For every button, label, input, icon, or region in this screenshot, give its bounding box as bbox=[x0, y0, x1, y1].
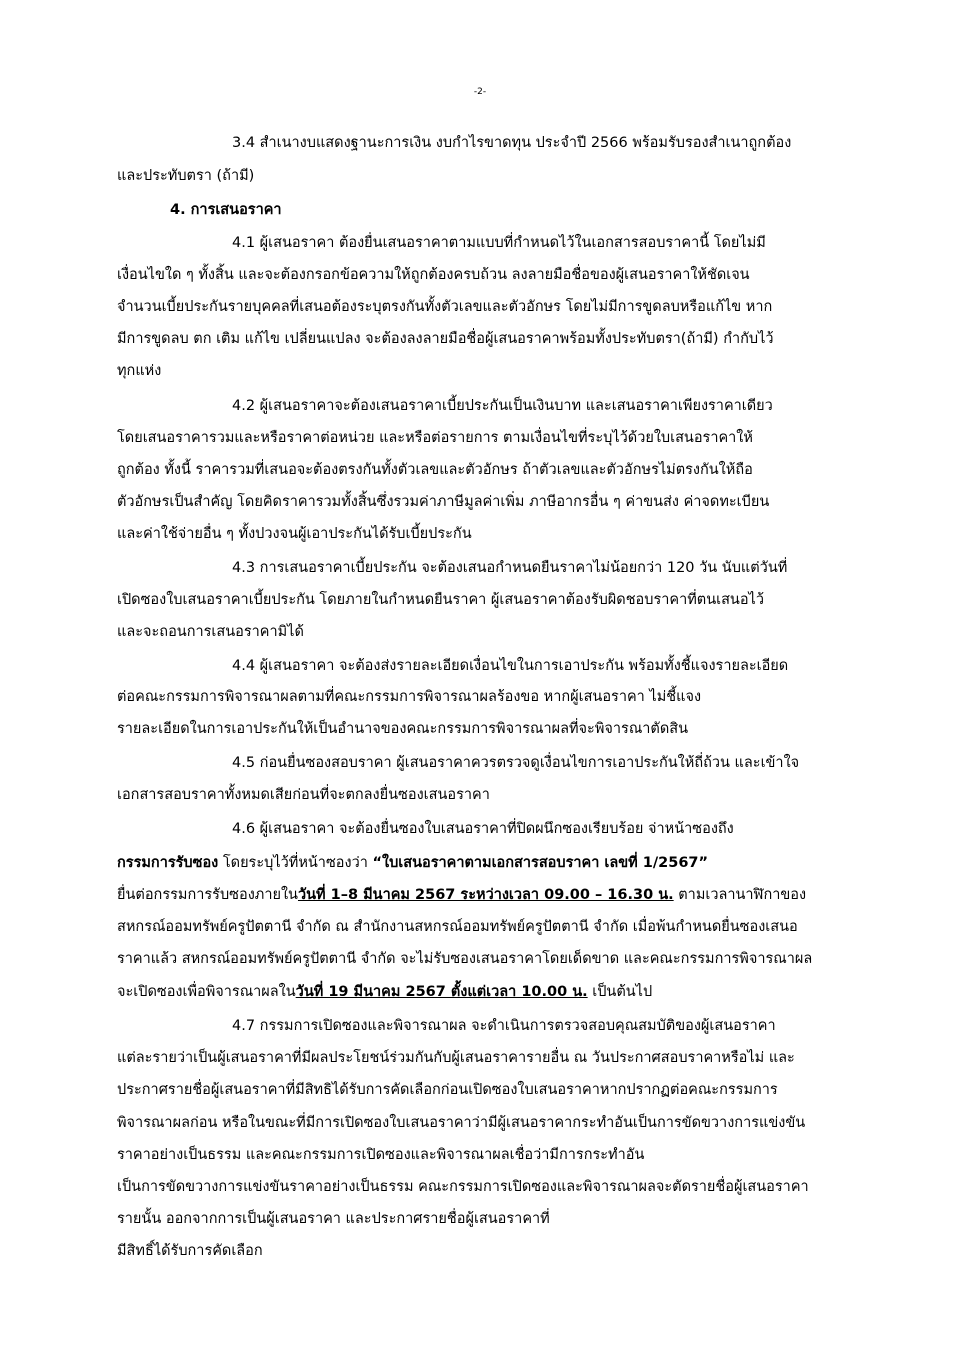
clause-4-7-line: มีสิทธิ์ได้รับการคัดเลือก bbox=[117, 1243, 263, 1259]
clause-4-1-line: ทุกแห่ง bbox=[117, 363, 162, 379]
clause-4-2-line: และค่าใช้จ่ายอื่น ๆ ทั้งปวงจนผู้เอาประกันได้รับเบี้ยประกัน bbox=[117, 526, 472, 542]
submission-date: วันที่ 1–8 มีนาคม 2567 ระหว่างเวลา 09.00 – 16.30 น. bbox=[297, 887, 674, 903]
clause-4-5-line: 4.5 ก่อนยื่นซองสอบราคา ผู้เสนอราคาควรตรวจดูเงื่อนไขการเอาประกันให้ถี่ถ้วน และเข้าใจ bbox=[232, 755, 800, 771]
clause-4-1-line: 4.1 ผู้เสนอราคา ต้องยื่นเสนอราคาตามแบบที่กำหนดไว้ในเอกสารสอบราคานี้ โดยไม่มี bbox=[232, 235, 766, 251]
clause-4-2-line: โดยเสนอราคารวมและหรือราคาต่อหน่วย และหรือต่อรายการ ตามเงื่อนไขที่ระบุไว้ด้วยใบเสนอราคาให้ bbox=[117, 430, 753, 446]
clause-4-7-line: 4.7 กรรมการเปิดซองและพิจารณาผล จะดำเนินการตรวจสอบคุณสมบัติของผู้เสนอราคา bbox=[232, 1018, 776, 1034]
clause-4-7-line: เป็นการขัดขวางการแข่งขันราคาอย่างเป็นธรรม คณะกรรมการเปิดซองและพิจารณาผลจะตัดรายชื่อผู้เสนอราคา bbox=[117, 1179, 809, 1195]
envelope-title: “ใบเสนอราคาตามเอกสารสอบราคา เลขที่ 1/2567” bbox=[372, 855, 709, 871]
clause-4-4-line: รายละเอียดในการเอาประกันให้เป็นอำนาจของคณะกรรมการพิจารณาผลที่จะพิจารณาตัดสิน bbox=[117, 721, 689, 737]
envelope-instruction: โดยระบุไว้ที่หน้าซองว่า bbox=[218, 855, 373, 871]
clause-4-6-line-5: ราคาแล้ว สหกรณ์ออมทรัพย์ครูปัตตานี จำกัด จะไม่รับซองเสนอราคาโดยเด็ดขาด และคณะกรรมการพิจารณาผล bbox=[117, 951, 813, 967]
clause-4-1-line: เงื่อนไขใด ๆ ทั้งสิ้น และจะต้องกรอกข้อความให้ถูกต้องครบถ้วน ลงลายมือชื่อของผู้เสนอราคาให้ชัดเจน bbox=[117, 267, 750, 283]
clause-4-2-line: ตัวอักษรเป็นสำคัญ โดยคิดราคารวมทั้งสิ้นซึ่งรวมค่าภาษีมูลค่าเพิ่ม ภาษีอากรอื่น ๆ ค่าขนส่ง ค่าจดทะเบียน bbox=[117, 494, 770, 510]
clause-4-3-line: และจะถอนการเสนอราคามิได้ bbox=[117, 624, 304, 640]
clause-4-6-line-1: 4.6 ผู้เสนอราคา จะต้องยื่นซองใบเสนอราคาที่ปิดผนึกซองเรียบร้อย จ่าหน้าซองถึง bbox=[232, 821, 734, 837]
clause-3-4-line-2: และประทับตรา (ถ้ามี) bbox=[117, 168, 255, 184]
clause-4-7-line: รายนั้น ออกจากการเป็นผู้เสนอราคา และประกาศรายชื่อผู้เสนอราคาที่ bbox=[117, 1211, 550, 1227]
submission-lead: ยื่นต่อกรรมการรับซองภายใน bbox=[117, 887, 298, 903]
clause-4-6-line-3 bbox=[117, 888, 806, 903]
clause-4-7-line: แต่ละรายว่าเป็นผู้เสนอราคาที่มีผลประโยชน์ร่วมกันกับผู้เสนอราคารายอื่น ณ วันประกาศสอบราคาหรือไม่ และ bbox=[117, 1050, 795, 1066]
clause-4-1-line: จำนวนเบี้ยประกันรายบุคคลที่เสนอต้องระบุตรงกันทั้งตัวเลขและตัวอักษร โดยไม่มีการขูดลบหรือแก้ไข หาก bbox=[117, 299, 773, 315]
clause-4-4-line: ต่อคณะกรรมการพิจารณาผลตามที่คณะกรรมการพิจารณาผลร้องขอ หากผู้เสนอราคา ไม่ชี้แจง bbox=[117, 689, 702, 705]
clause-4-6-line-2 bbox=[117, 856, 708, 871]
clause-4-2-line: ถูกต้อง ทั้งนี้ ราคารวมที่เสนอจะต้องตรงกันทั้งตัวเลขและตัวอักษร ถ้าตัวเลขและตัวอักษรไม่ตรงกันให้ถือ bbox=[117, 462, 753, 478]
clause-4-6-line-4: สหกรณ์ออมทรัพย์ครูปัตตานี จำกัด ณ สำนักงานสหกรณ์ออมทรัพย์ครูปัตตานี จำกัด เมื่อพ้นกำหนดยื่นซองเสนอ bbox=[117, 919, 798, 935]
clause-3-4-line-1: 3.4 สำเนางบแสดงฐานะการเงิน งบกำไรขาดทุน ประจำปี 2566 พร้อมรับรองสำเนาถูกต้อง bbox=[232, 135, 792, 151]
clause-4-5-line: เอกสารสอบราคาทั้งหมดเสียก่อนที่จะตกลงยื่นซองเสนอราคา bbox=[117, 787, 490, 803]
clause-4-7-line: ประกาศรายชื่อผู้เสนอราคาที่มีสิทธิได้รับการคัดเลือกก่อนเปิดซองใบเสนอราคาหากปรากฏต่อคณะกรรมการ bbox=[117, 1082, 778, 1098]
clause-4-6-line-6 bbox=[117, 985, 652, 1000]
submission-tail: ตามเวลานาฬิกาของ bbox=[673, 887, 807, 903]
opening-tail: เป็นต้นไป bbox=[587, 984, 653, 1000]
page-number: -2- bbox=[473, 87, 487, 97]
clause-4-1-line: มีการขูดลบ ตก เติม แก้ไข เปลี่ยนแปลง จะต้องลงลายมือชื่อผู้เสนอราคาพร้อมทั้งประทับตรา(ถ้ามี) กำกับไว้ bbox=[117, 331, 774, 347]
opening-lead: จะเปิดซองเพื่อพิจารณาผลใน bbox=[117, 984, 296, 1000]
committee-label: กรรมการรับซอง bbox=[117, 855, 219, 871]
clause-4-3-line: 4.3 การเสนอราคาเบี้ยประกัน จะต้องเสนอกำหนดยืนราคาไม่น้อยกว่า 120 วัน นับแต่วันที่ bbox=[232, 560, 788, 576]
clause-4-7-line: พิจารณาผลก่อน หรือในขณะที่มีการเปิดซองใบเสนอราคาว่ามีผู้เสนอราคากระทำอันเป็นการขัดขวางการแข่งขัน bbox=[117, 1115, 806, 1131]
section-heading: 4. การเสนอราคา bbox=[170, 202, 282, 218]
clause-4-7-line: ราคาอย่างเป็นธรรม และคณะกรรมการเปิดซองและพิจารณาผลเชื่อว่ามีการกระทำอัน bbox=[117, 1147, 645, 1163]
opening-date: วันที่ 19 มีนาคม 2567 ตั้งแต่เวลา 10.00 น. bbox=[295, 984, 588, 1000]
clause-4-3-line: เปิดซองใบเสนอราคาเบี้ยประกัน โดยภายในกำหนดยืนราคา ผู้เสนอราคาต้องรับผิดชอบราคาที่ตนเสนอไว้ bbox=[117, 592, 764, 608]
clause-4-4-line: 4.4 ผู้เสนอราคา จะต้องส่งรายละเอียดเงื่อนไขในการเอาประกัน พร้อมทั้งชี้แจงรายละเอียด bbox=[232, 658, 789, 674]
clause-4-2-line: 4.2 ผู้เสนอราคาจะต้องเสนอราคาเบี้ยประกันเป็นเงินบาท และเสนอราคาเพียงราคาเดียว bbox=[232, 398, 773, 414]
